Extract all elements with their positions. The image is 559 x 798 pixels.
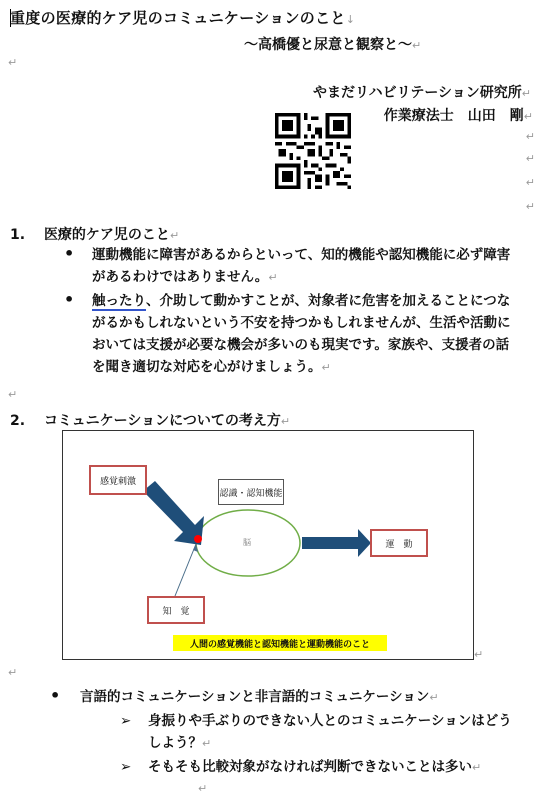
- arrow-bullet-icon: ➢: [120, 759, 132, 775]
- section-2-heading: [10, 410, 290, 430]
- diagram-caption: [173, 635, 387, 651]
- brain-label: 脳: [243, 538, 251, 547]
- bullet-text: 言語的コミュニケーションと非言語的コミュニケーション: [80, 689, 430, 705]
- return-mark: ↵: [525, 200, 535, 213]
- arrow-sensory-to-brain: [143, 481, 204, 545]
- list-item: [92, 244, 522, 289]
- document-subtitle: [244, 34, 421, 54]
- organization-name: [313, 82, 531, 102]
- author-line: [384, 105, 533, 125]
- bullet-icon: •: [50, 686, 61, 705]
- author-text: 作業療法士 山田 剛: [383, 108, 524, 124]
- line-perception-to-brain: [175, 544, 196, 596]
- section-number: 2.: [10, 413, 26, 429]
- paragraph-line: がるかもしれないという不安を持つかもしれませんが、生活や活動に: [92, 315, 511, 331]
- org-text: やまだリハビリテーション研究所: [313, 85, 522, 101]
- caption-text: 人間の感覚機能と認知機能と運動機能のこと: [189, 639, 370, 650]
- return-mark: ↵: [198, 782, 208, 795]
- paragraph-line: おいては支援が必要な機会が多いのも現実です。家族や、支援者の話: [92, 337, 510, 353]
- paragraph-line: しよう？: [148, 735, 202, 751]
- return-mark: ↵: [521, 87, 531, 100]
- subtitle-text: ～高橋優と尿意と観察と～: [244, 37, 412, 53]
- qr-code-image: [275, 113, 351, 189]
- bullet-icon: •: [64, 244, 75, 263]
- section-heading-text: コミュニケーションについての考え方: [43, 413, 281, 429]
- return-mark: ↵: [474, 648, 484, 661]
- return-mark: ↵: [412, 39, 422, 52]
- return-mark: ↵: [525, 130, 535, 143]
- return-mark: ↵: [472, 761, 482, 774]
- box-label: 運 動: [385, 539, 413, 550]
- paragraph-line: 、介助して動かすことが、対象者に危害を加えることにつな: [146, 293, 511, 309]
- paragraph-line: 身振りや手ぶりのできない人とのコミュニケーションはどう: [148, 713, 512, 729]
- return-mark: ↵: [523, 110, 533, 123]
- cognitive-function-box: [218, 479, 284, 505]
- bullet-icon: •: [64, 290, 75, 309]
- return-mark: ↵: [202, 737, 212, 750]
- return-mark: ↵: [525, 176, 535, 189]
- title-text: 重度の医療的ケア児のコミュニケーションのこと: [10, 9, 346, 27]
- motor-box: [370, 529, 428, 557]
- arrow-brain-to-motor: [302, 529, 371, 557]
- spellcheck-underlined-word[interactable]: 触ったり: [92, 293, 146, 309]
- return-mark: ↵: [525, 152, 535, 165]
- return-mark: ↵: [321, 361, 331, 374]
- sub-list-item: [148, 756, 481, 779]
- return-mark: ↵: [268, 271, 278, 284]
- line-break-mark: ↓: [345, 13, 356, 26]
- box-label: 認識・認知機能: [219, 488, 283, 499]
- paragraph-line: があるわけではありません。: [92, 269, 269, 285]
- paragraph-line: そもそも比較対象がなければ判断できないことは多い: [148, 759, 472, 775]
- return-mark: ↵: [169, 229, 180, 242]
- section-heading-text: 医療的ケア児のこと: [43, 227, 170, 243]
- paragraph-line: 運動機能に障害があるからといって、知的機能や認知機能に必ず障害: [92, 247, 511, 263]
- return-mark: ↵: [280, 415, 291, 428]
- arrow-bullet-icon: ➢: [120, 713, 132, 729]
- section-number: 1.: [10, 227, 26, 243]
- box-label: 感覚刺激: [99, 476, 136, 487]
- return-mark: ↵: [8, 388, 18, 401]
- brain-input-dot: [194, 535, 202, 543]
- list-item: [80, 686, 439, 709]
- sensory-stimulus-box: [89, 465, 147, 495]
- document-title: [10, 7, 355, 28]
- sub-list-item: [148, 710, 528, 755]
- box-label: 知 覚: [162, 606, 190, 617]
- communication-diagram[interactable]: [62, 430, 474, 660]
- return-mark: ↵: [8, 56, 18, 69]
- list-item: [92, 290, 522, 379]
- return-mark: ↵: [429, 691, 439, 704]
- return-mark: ↵: [8, 666, 18, 679]
- perception-box: [147, 596, 205, 624]
- section-1-heading: [10, 224, 179, 244]
- paragraph-line: を聞き適切な対応を心がけましょう。: [92, 359, 322, 375]
